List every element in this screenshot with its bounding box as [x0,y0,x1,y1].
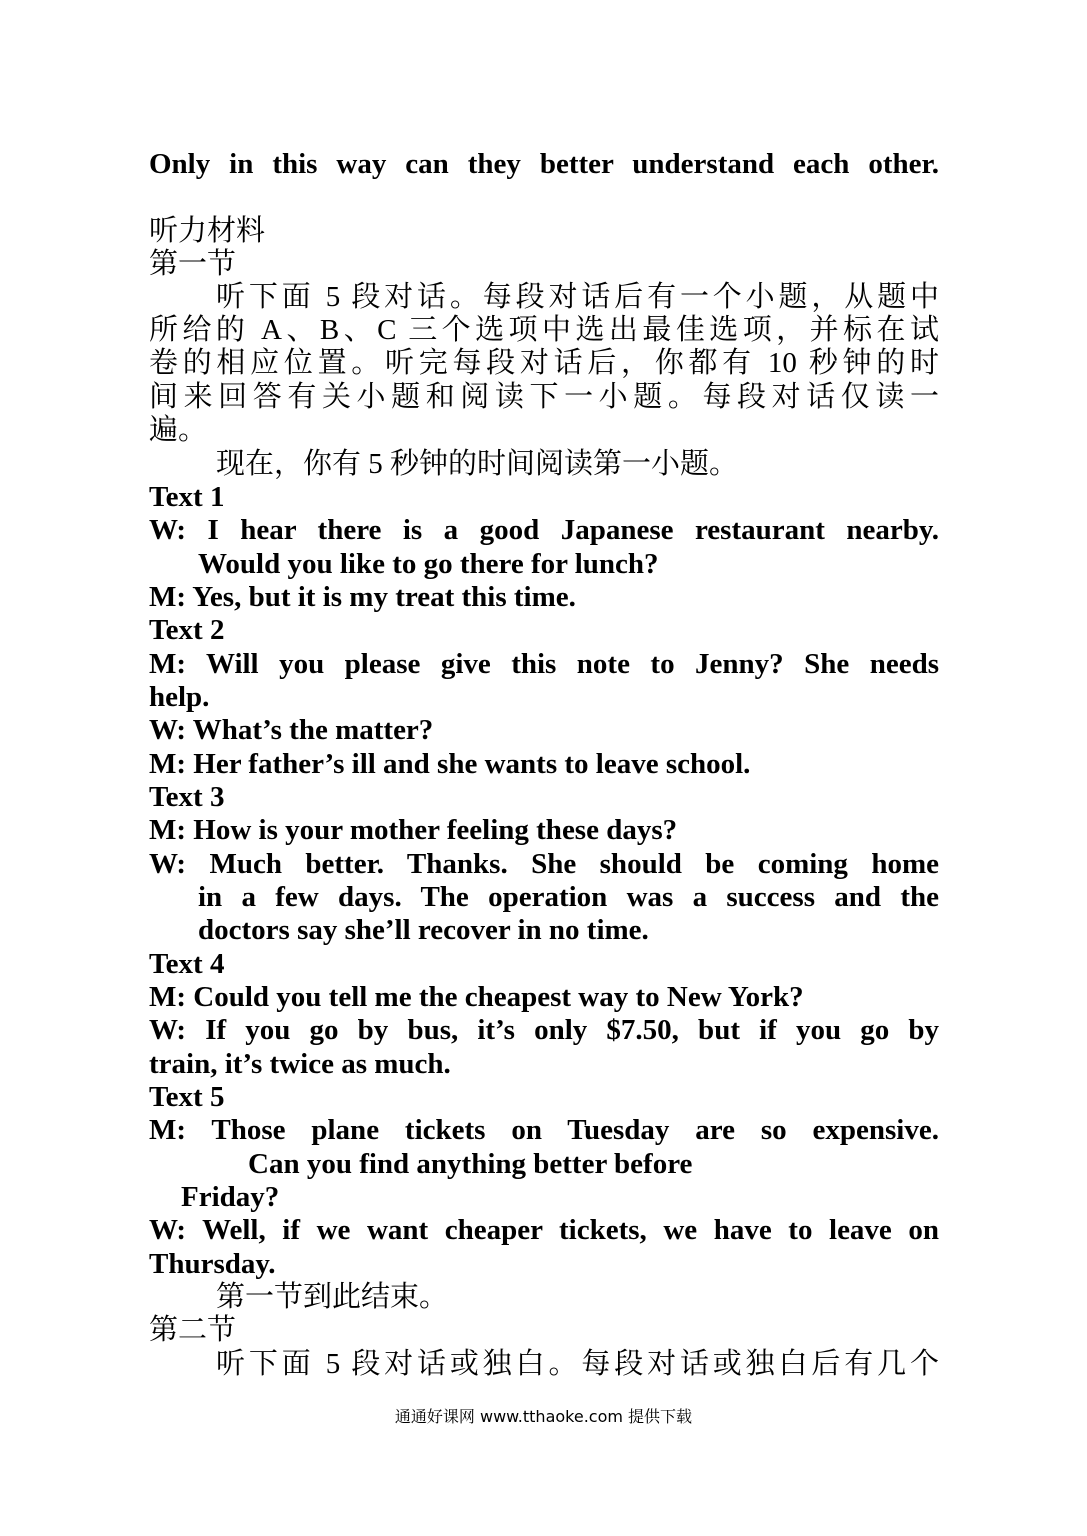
text-heading: Text 3 [149,781,225,813]
instruction-line: 听下面 5 段对话。每段对话后有一个小题，从题中 [216,281,939,313]
dialogue-line: Thursday. [149,1248,276,1280]
instruction-line: 间来回答有关小题和阅读下一小题。每段对话仅读一 [149,381,939,413]
dialogue-line: W: If you go by bus, it’s only $7.50, but if you go by [149,1014,939,1046]
dialogue-line: M: Yes, but it is my treat this time. [149,581,576,613]
dialogue-line: Would you like to go there for lunch? [198,548,659,580]
instruction-line: 遍。 [149,414,208,446]
instruction-line: 现在，你有 5 秒钟的时间阅读第一小题。 [216,448,739,480]
text-heading: Text 1 [149,481,225,513]
dialogue-line: help. [149,681,210,713]
section-heading: 第一节 [149,248,237,280]
text-heading: Text 2 [149,614,225,646]
dialogue-line: M: Will you please give this note to Jenny? She needs [149,648,939,680]
dialogue-line: W: Well, if we want cheaper tickets, we have to leave on [149,1214,939,1246]
section-heading: 听力材料 [149,215,266,247]
dialogue-line: W: I hear there is a good Japanese restaurant nearby. [149,514,939,546]
dialogue-line: M: How is your mother feeling these days? [149,814,678,846]
section-heading: 第二节 [149,1314,237,1346]
instruction-line: 所给的 A、B、C 三个选项中选出最佳选项，并标在试 [149,314,939,346]
section-end-line: 第一节到此结束。 [216,1281,449,1313]
dialogue-line: M: Her father’s ill and she wants to leave school. [149,748,751,780]
dialogue-line: Friday? [181,1181,280,1213]
dialogue-line: in a few days. The operation was a success and the [198,881,939,913]
instruction-line: 听下面 5 段对话或独白。每段对话或独白后有几个 [216,1348,939,1380]
dialogue-line: Can you find anything better before [248,1148,693,1180]
text-heading: Text 4 [149,948,225,980]
dialogue-line: M: Could you tell me the cheapest way to New York? [149,981,804,1013]
text-line: Only in this way can they better understand each other. [149,148,939,180]
instruction-line: 卷的相应位置。听完每段对话后，你都有 10 秒钟的时 [149,347,939,379]
dialogue-line: W: Much better. Thanks. She should be coming home [149,848,939,880]
dialogue-line: W: What’s the matter? [149,714,434,746]
footer-source-note: 通通好课网 www.tthaoke.com 提供下载 [394,1407,693,1426]
text-heading: Text 5 [149,1081,225,1113]
dialogue-line: doctors say she’ll recover in no time. [198,914,649,946]
dialogue-line: M: Those plane tickets on Tuesday are so expensive. [149,1114,939,1146]
dialogue-line: train, it’s twice as much. [149,1048,451,1080]
